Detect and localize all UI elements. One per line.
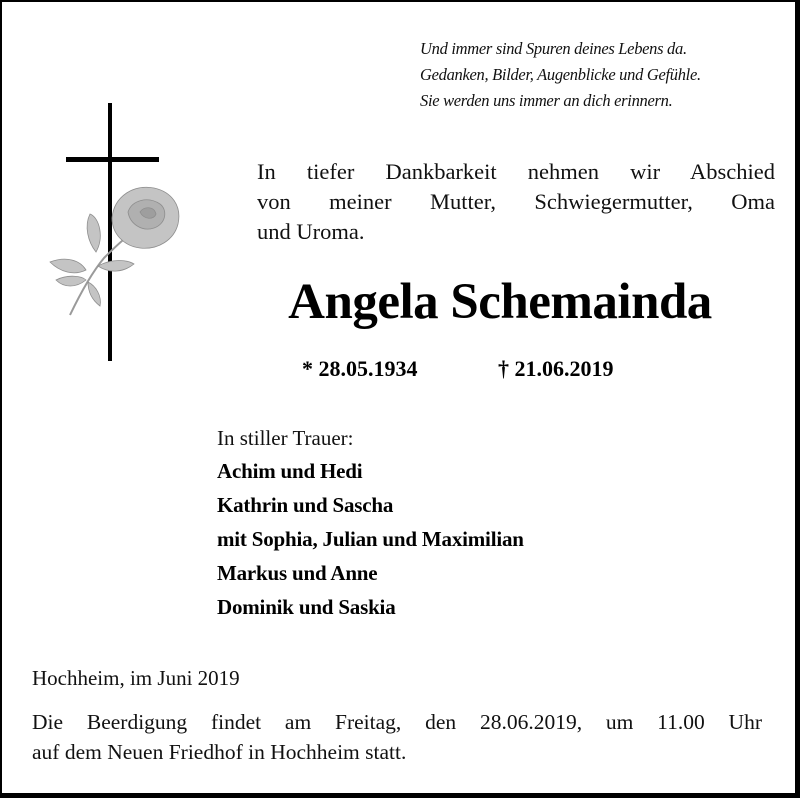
mourner-entry: Dominik und Saskia bbox=[217, 595, 396, 619]
death-date: † 21.06.2019 bbox=[498, 356, 614, 381]
mourners-list bbox=[217, 422, 697, 624]
intro-line: und Uroma. bbox=[257, 219, 365, 244]
poem-line: Und immer sind Spuren deines Lebens da. bbox=[420, 39, 687, 58]
intro-line: von meiner Mutter, Schwiegermutter, Oma bbox=[257, 189, 775, 214]
poem-line: Gedanken, Bilder, Augenblicke und Gefühle. bbox=[420, 65, 701, 84]
intro-line: In tiefer Dankbarkeit nehmen wir Abschied bbox=[257, 159, 775, 184]
intro-text bbox=[257, 157, 775, 247]
cross-with-rose-emblem bbox=[42, 100, 202, 362]
burial-line: Die Beerdigung findet am Freitag, den 28.06.2019, um 11.00 Uhr bbox=[32, 710, 762, 734]
mourner-entry: Achim und Hedi bbox=[217, 459, 363, 483]
mourner-entry: mit Sophia, Julian und Maximilian bbox=[217, 527, 524, 551]
mourner-entry: Kathrin und Sascha bbox=[217, 493, 394, 517]
mourner-entry: Markus und Anne bbox=[217, 561, 378, 585]
memorial-poem bbox=[420, 36, 790, 114]
poem-line: Sie werden uns immer an dich erinnern. bbox=[420, 91, 673, 110]
place-and-date: Hochheim, im Juni 2019 bbox=[32, 666, 240, 690]
cross-icon bbox=[42, 100, 202, 362]
burial-line: auf dem Neuen Friedhof in Hochheim statt. bbox=[32, 740, 407, 764]
burial-info bbox=[32, 707, 762, 767]
birth-date: * 28.05.1934 bbox=[302, 356, 418, 381]
mourners-heading: In stiller Trauer: bbox=[217, 426, 354, 450]
deceased-name: Angela Schemainda bbox=[288, 274, 712, 330]
